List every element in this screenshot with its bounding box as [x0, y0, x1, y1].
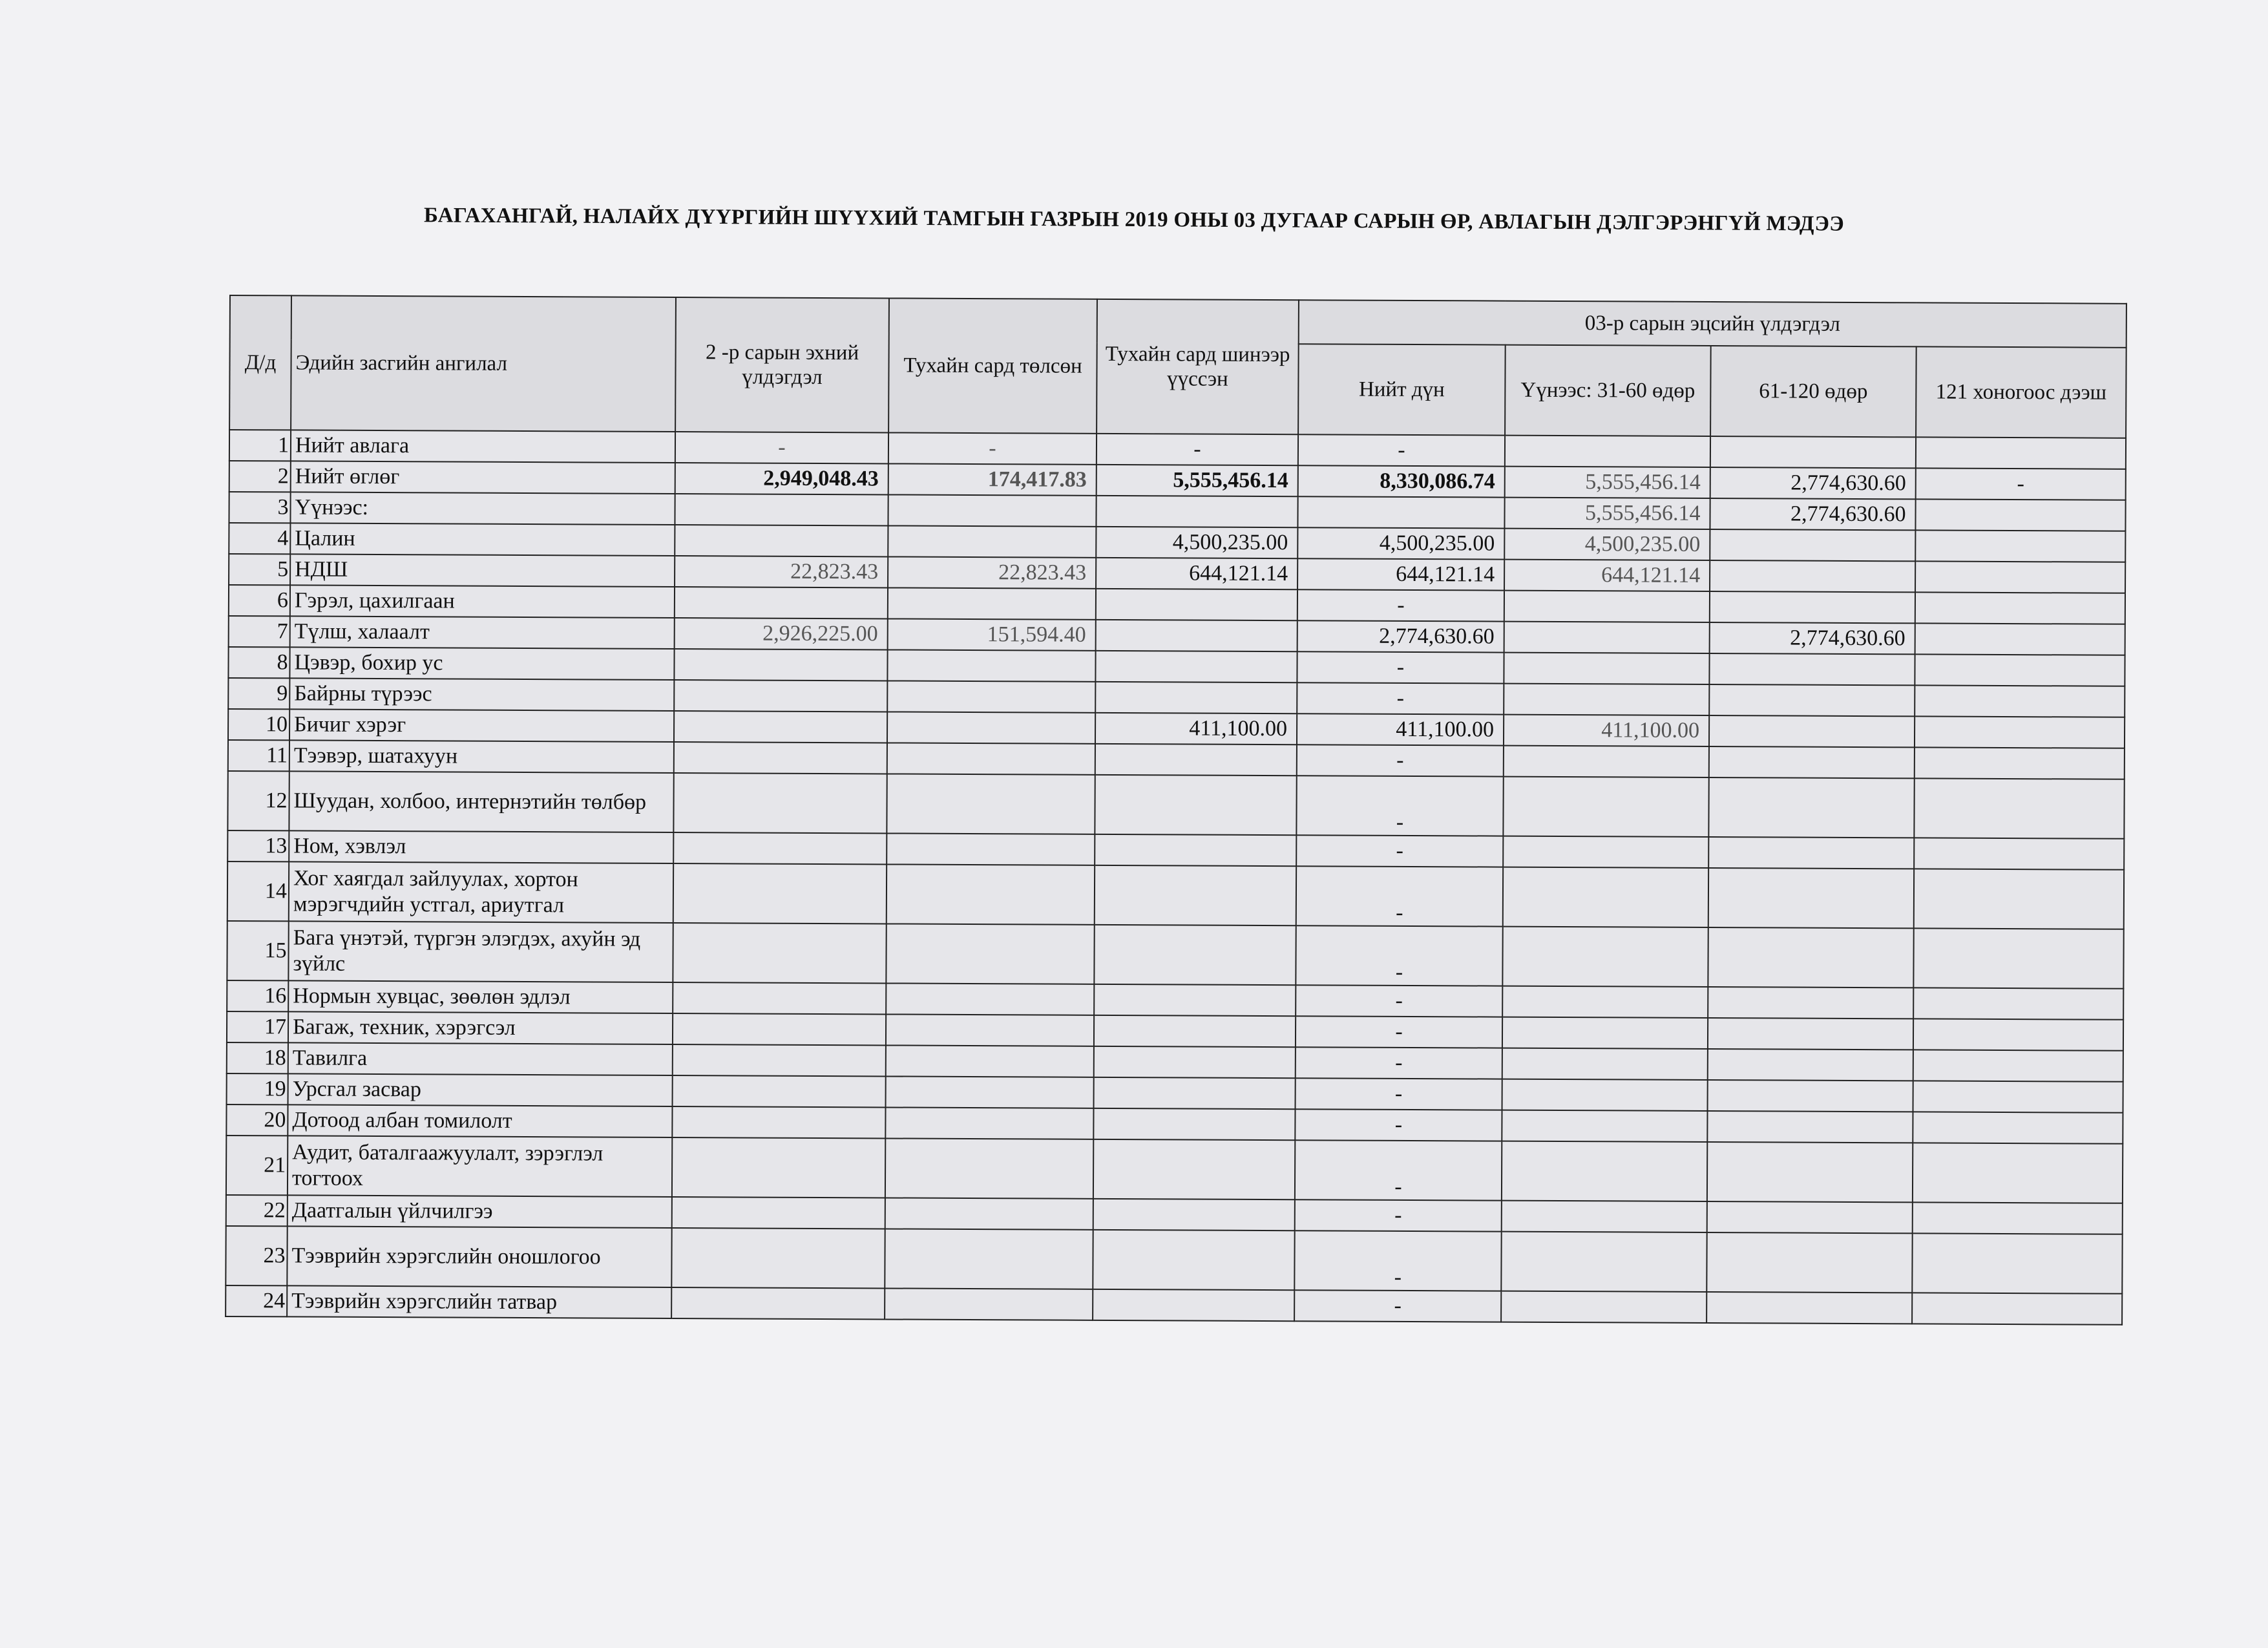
cell-c1: 2,949,048.43 [675, 463, 888, 494]
cell-c7 [1913, 988, 2123, 1019]
row-category: Шуудан, холбоо, интернэтийн төлбөр [289, 771, 673, 832]
row-category: Тээврийн хэрэгслийн татвар [287, 1285, 671, 1318]
header-dd: Д/д [229, 295, 291, 430]
cell-c2 [886, 1045, 1094, 1077]
cell-c3 [1094, 1077, 1296, 1109]
cell-c1 [675, 587, 888, 618]
cell-c2 [887, 864, 1095, 924]
cell-c6 [1710, 436, 1916, 468]
cell-c4: - [1298, 434, 1505, 466]
header-opening-balance: 2 -р сарын эхний үлдэгдэл [675, 297, 889, 432]
cell-c2 [885, 1138, 1093, 1198]
cell-c1: 22,823.43 [675, 556, 888, 587]
cell-c4: - [1297, 589, 1504, 621]
cell-c3: 411,100.00 [1095, 713, 1297, 745]
cell-c6 [1710, 529, 1915, 561]
cell-c3 [1094, 1015, 1296, 1047]
row-category: Хог хаягдал зайлуулах, хортон мэрэгчдийн устгал, ариутгал [289, 861, 673, 923]
row-category: Нийт өглөг [291, 461, 675, 494]
row-category: Цалин [290, 523, 675, 556]
cell-c6 [1708, 1080, 1913, 1112]
cell-c4: 411,100.00 [1297, 713, 1504, 745]
table-row [227, 771, 2124, 839]
cell-c7 [1915, 685, 2125, 717]
cell-c5 [1503, 867, 1708, 927]
cell-c6 [1710, 560, 1915, 592]
row-category: Гэрэл, цахилгаан [290, 585, 675, 618]
row-number: 23 [226, 1226, 287, 1285]
cell-c5 [1504, 591, 1710, 622]
cell-c1 [674, 649, 887, 681]
row-number: 3 [229, 492, 290, 523]
cell-c7 [1915, 499, 2125, 531]
cell-c6 [1710, 591, 1915, 623]
cell-c1 [672, 1197, 885, 1229]
header-61-120: 61-120 өдөр [1710, 346, 1916, 437]
cell-c5 [1504, 622, 1710, 653]
row-number: 24 [226, 1285, 287, 1316]
cell-c4: - [1294, 1290, 1501, 1322]
cell-c5 [1504, 684, 1709, 715]
cell-c4: - [1296, 1047, 1502, 1079]
row-number: 10 [228, 709, 289, 740]
row-category: Нийт авлага [291, 430, 675, 463]
row-number: 15 [227, 921, 288, 980]
cell-c3: 4,500,235.00 [1096, 527, 1297, 558]
header-121-plus: 121 хоногоос дээш [1916, 346, 2126, 438]
cell-c5 [1502, 1079, 1708, 1111]
cell-c5 [1502, 927, 1708, 987]
cell-c2 [886, 1076, 1094, 1108]
cell-c7 [1914, 838, 2124, 869]
row-category: Тээвэр, шатахуун [289, 740, 674, 773]
cell-c1 [673, 923, 886, 983]
cell-c2: 151,594.40 [888, 618, 1096, 650]
cell-c1: 2,926,225.00 [675, 618, 888, 650]
cell-c4: 8,330,086.74 [1298, 465, 1505, 497]
cell-c1 [671, 1228, 885, 1288]
cell-c3 [1093, 1108, 1295, 1140]
cell-c4: - [1296, 866, 1503, 926]
row-category: Багаж, техник, хэрэгсэл [288, 1011, 673, 1044]
cell-c7: - [1916, 468, 2126, 500]
row-number: 2 [229, 461, 291, 492]
report-table [225, 295, 2127, 1326]
cell-c4: - [1294, 1231, 1501, 1291]
row-number: 19 [227, 1073, 288, 1104]
cell-c5 [1502, 1141, 1707, 1201]
cell-c6 [1709, 746, 1915, 778]
cell-c4: - [1297, 745, 1504, 776]
cell-c6 [1706, 1292, 1912, 1324]
cell-c3 [1093, 1289, 1294, 1321]
row-number: 16 [227, 980, 288, 1011]
cell-c6 [1709, 653, 1915, 685]
cell-c5: 4,500,235.00 [1504, 529, 1710, 560]
cell-c4: 4,500,235.00 [1297, 527, 1504, 559]
row-number: 13 [227, 830, 289, 861]
cell-c7 [1913, 1081, 2123, 1112]
cell-c3 [1094, 1046, 1296, 1078]
row-number: 4 [229, 523, 290, 554]
cell-c5 [1502, 1017, 1708, 1049]
header-new: Тухайн сард шинээр үүссэн [1097, 299, 1299, 434]
cell-c7 [1913, 1019, 2123, 1050]
cell-c2: 174,417.83 [888, 463, 1097, 495]
row-number: 20 [226, 1104, 288, 1136]
cell-c5 [1502, 986, 1708, 1018]
cell-c3: 644,121.14 [1096, 558, 1297, 589]
row-number: 5 [229, 554, 290, 585]
cell-c3 [1093, 1199, 1295, 1231]
row-number: 6 [229, 585, 290, 616]
row-category: Дотоод албан томилолт [288, 1104, 672, 1137]
cell-c1 [673, 832, 887, 864]
cell-c5 [1501, 1232, 1706, 1292]
row-number: 18 [227, 1042, 288, 1073]
row-number: 7 [229, 616, 290, 647]
row-category: Аудит, баталгаажуулалт, зэрэглэл тогтоох [288, 1136, 672, 1197]
cell-c7 [1912, 1233, 2122, 1293]
cell-c3 [1095, 682, 1297, 713]
cell-c2 [885, 1229, 1093, 1289]
cell-c7 [1912, 1293, 2122, 1324]
cell-c6 [1708, 987, 1913, 1019]
cell-c7 [1913, 928, 2123, 988]
cell-c6 [1707, 1201, 1913, 1233]
cell-c4: - [1295, 1109, 1502, 1141]
cell-c3 [1093, 1230, 1294, 1290]
row-number: 11 [228, 740, 289, 771]
cell-c5 [1501, 1291, 1706, 1323]
cell-c4: - [1296, 925, 1502, 986]
cell-c1 [673, 863, 887, 924]
cell-c7 [1914, 869, 2124, 929]
cell-c3 [1095, 775, 1296, 835]
cell-c7 [1913, 1143, 2123, 1203]
cell-c4: - [1296, 985, 1502, 1017]
cell-c6 [1708, 837, 1914, 869]
row-number: 14 [227, 861, 289, 921]
cell-c1 [672, 1106, 885, 1138]
cell-c2: 22,823.43 [888, 556, 1096, 588]
cell-c3 [1095, 834, 1296, 866]
cell-c7 [1913, 1112, 2123, 1143]
cell-c7 [1915, 623, 2125, 655]
cell-c2 [885, 1107, 1093, 1139]
cell-c4: - [1296, 1016, 1502, 1048]
cell-c3 [1096, 589, 1297, 620]
cell-c6 [1709, 715, 1915, 747]
cell-c1 [675, 525, 888, 556]
cell-c6 [1708, 777, 1914, 838]
cell-c6 [1709, 684, 1915, 716]
cell-c3 [1096, 496, 1297, 527]
cell-c4: - [1297, 651, 1504, 683]
cell-c7 [1915, 561, 2125, 593]
cell-c1 [675, 494, 888, 525]
row-category: Тавилга [288, 1042, 673, 1075]
cell-c3: - [1097, 434, 1298, 465]
cell-c7 [1915, 716, 2125, 748]
header-31-60: Үүнээс: 31-60 өдөр [1505, 345, 1711, 436]
cell-c3 [1094, 984, 1296, 1016]
report-table-wrapper [225, 295, 2127, 1326]
cell-c7 [1913, 1202, 2123, 1234]
cell-c5 [1504, 746, 1709, 777]
cell-c4: - [1296, 776, 1503, 836]
cell-c1 [673, 1013, 886, 1045]
cell-c4: - [1296, 835, 1503, 867]
cell-c1 [673, 1044, 886, 1076]
cell-c6 [1708, 868, 1914, 928]
cell-c5 [1502, 1201, 1707, 1232]
row-category: Ном, хэвлэл [289, 830, 673, 863]
row-number: 12 [227, 771, 289, 830]
cell-c6 [1708, 1049, 1913, 1081]
cell-c5 [1502, 1048, 1708, 1080]
cell-c2 [887, 650, 1095, 681]
cell-c6 [1707, 1142, 1913, 1202]
table-row [226, 1226, 2122, 1294]
cell-c4: 2,774,630.60 [1297, 620, 1504, 652]
cell-c1 [674, 711, 887, 743]
cell-c2 [888, 494, 1096, 526]
cell-c6 [1707, 1111, 1913, 1143]
header-paid: Тухайн сард төлсөн [888, 298, 1097, 433]
cell-c2 [886, 1014, 1094, 1046]
cell-c2: - [888, 432, 1097, 464]
cell-c4: - [1295, 1199, 1502, 1231]
cell-c1 [673, 773, 887, 833]
cell-c2 [885, 1198, 1093, 1229]
table-row [226, 1136, 2123, 1203]
cell-c3 [1093, 1139, 1295, 1199]
cell-c7 [1915, 654, 2125, 686]
row-number: 9 [228, 678, 289, 709]
row-category: Бичиг хэрэг [289, 709, 674, 742]
cell-c2 [887, 712, 1095, 743]
cell-c3: 5,555,456.14 [1097, 465, 1298, 496]
row-category: НДШ [290, 554, 675, 587]
cell-c7 [1914, 778, 2124, 838]
cell-c3 [1095, 744, 1297, 776]
cell-c7 [1916, 437, 2126, 469]
header-total: Нийт дүн [1298, 344, 1506, 435]
document-title: БАГАХАНГАЙ, НАЛАЙХ ДҮҮРГИЙН ШҮҮХИЙ ТАМГЫН ГАЗРЫН 2019 ОНЫ 03 ДУГААР САРЫН ӨР, АВЛАГЫН ДЭЛГЭРЭНГҮЙ МЭДЭЭ [423, 204, 1845, 236]
cell-c3 [1096, 620, 1297, 651]
cell-c3 [1095, 865, 1296, 925]
cell-c5: 5,555,456.14 [1504, 498, 1710, 529]
cell-c2 [887, 743, 1095, 774]
cell-c1: - [675, 432, 888, 463]
table-row [227, 921, 2123, 989]
cell-c5: 411,100.00 [1504, 715, 1709, 746]
row-number: 17 [227, 1011, 288, 1042]
header-category: Эдийн засгийн ангилал [291, 295, 676, 432]
row-number: 8 [228, 647, 289, 678]
cell-c5 [1504, 653, 1709, 684]
row-number: 21 [226, 1136, 288, 1195]
row-category: Цэвэр, бохир ус [289, 647, 674, 680]
cell-c1 [673, 1075, 886, 1107]
row-number: 1 [229, 430, 291, 461]
cell-c1 [673, 982, 886, 1014]
cell-c5: 5,555,456.14 [1505, 467, 1710, 498]
cell-c1 [674, 680, 887, 712]
cell-c2 [887, 833, 1095, 865]
cell-c4: - [1295, 1140, 1502, 1200]
cell-c5 [1502, 1110, 1707, 1142]
cell-c2 [886, 924, 1094, 984]
row-category: Тээврийн хэрэгслийн оношлогоо [287, 1226, 671, 1287]
cell-c2 [885, 1288, 1093, 1320]
cell-c5: 644,121.14 [1504, 560, 1710, 591]
cell-c5 [1505, 436, 1710, 467]
cell-c5 [1503, 836, 1708, 868]
cell-c7 [1915, 530, 2125, 562]
row-category: Бага үнэтэй, түргэн элэгдэх, ахуйн эд зүйлс [288, 921, 673, 982]
row-category: Нормын хувцас, зөөлөн эдлэл [288, 980, 673, 1013]
cell-c2 [887, 774, 1095, 834]
table-body [226, 430, 2126, 1325]
table-row [227, 861, 2124, 929]
row-category: Даатгалын үйлчилгээ [288, 1195, 672, 1228]
cell-c2 [888, 587, 1096, 619]
row-category: Түлш, халаалт [290, 616, 675, 649]
cell-c4: 644,121.14 [1297, 558, 1504, 590]
cell-c1 [674, 742, 887, 774]
header-closing-group: 03-р сарын эцсийн үлдэгдэл [1299, 300, 2126, 348]
cell-c7 [1913, 1050, 2123, 1081]
cell-c4 [1297, 496, 1504, 528]
cell-c2 [888, 525, 1096, 557]
cell-c1 [672, 1137, 885, 1198]
cell-c7 [1915, 592, 2125, 624]
cell-c6: 2,774,630.60 [1710, 498, 1915, 530]
cell-c6 [1706, 1232, 1912, 1293]
row-category: Урсгал засвар [288, 1073, 673, 1106]
cell-c5 [1503, 777, 1708, 837]
cell-c4: - [1297, 682, 1504, 714]
cell-c3 [1095, 651, 1297, 682]
cell-c6 [1708, 1018, 1913, 1050]
row-category: Байрны түрээс [289, 678, 674, 711]
cell-c6: 2,774,630.60 [1710, 622, 1915, 654]
cell-c6: 2,774,630.60 [1710, 467, 1916, 499]
cell-c6 [1708, 927, 1913, 988]
cell-c4: - [1296, 1078, 1502, 1110]
cell-c2 [886, 983, 1094, 1015]
cell-c2 [887, 681, 1095, 712]
cell-c3 [1094, 925, 1296, 985]
row-category: Үүнээс: [290, 492, 675, 525]
row-number: 22 [226, 1195, 288, 1226]
cell-c7 [1915, 747, 2125, 779]
cell-c1 [671, 1287, 885, 1319]
